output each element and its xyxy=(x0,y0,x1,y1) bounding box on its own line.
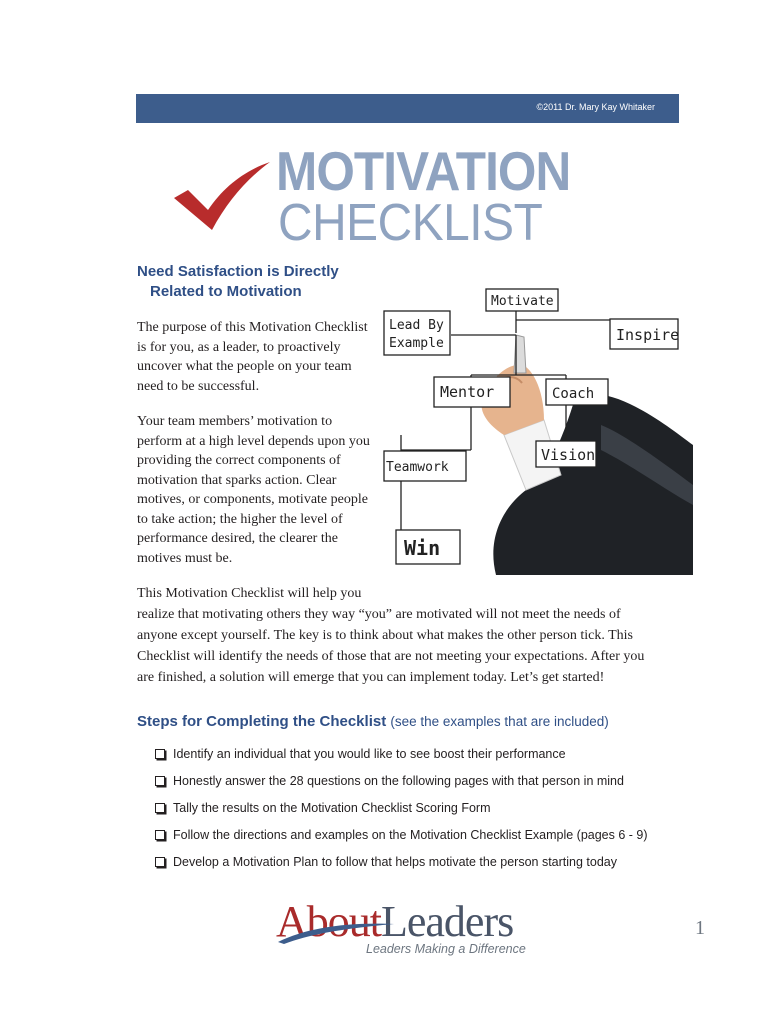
aboutleaders-logo xyxy=(276,897,526,956)
diagram-motivate-label: Motivate xyxy=(491,294,554,309)
steps-heading-title: Steps for Completing the Checklist xyxy=(137,713,387,730)
leadership-diagram-photo xyxy=(376,275,693,575)
diagram-teamwork-label: Teamwork xyxy=(386,460,449,475)
step-text: Develop a Motivation Plan to follow that helps motivate the person starting today xyxy=(173,854,618,869)
logo-leaders-text: Leaders xyxy=(381,897,514,946)
section-subhead xyxy=(137,262,339,302)
list-item xyxy=(155,848,648,875)
header-bar xyxy=(136,94,679,123)
checkbox-icon xyxy=(155,857,165,867)
diagram-inspire-label: Inspire xyxy=(616,326,680,344)
title-motivation: MOTIVATION xyxy=(276,140,571,202)
swoosh-icon xyxy=(276,920,396,944)
steps-heading-note: (see the examples that are included) xyxy=(390,714,609,729)
checkmark-icon xyxy=(172,160,272,232)
paragraph-line: realize that motivating others they way “you” are motivated will not meet the needs of xyxy=(137,607,621,622)
diagram-coach-label: Coach xyxy=(552,386,595,402)
diagram-mentor-label: Mentor xyxy=(440,383,495,401)
checkbox-icon xyxy=(155,830,165,840)
logo-tagline: Leaders Making a Difference xyxy=(366,942,526,956)
paragraph-line: are finished, a solution will emerge that you can implement today. Let’s get started! xyxy=(137,670,605,685)
intro-paragraph-3 xyxy=(137,583,677,688)
diagram-example-label: Example xyxy=(389,336,444,351)
checkbox-icon xyxy=(155,776,165,786)
list-item xyxy=(155,767,648,794)
page-number: 1 xyxy=(695,917,705,939)
list-item xyxy=(155,821,648,848)
paragraph-line: anyone except yourself. The key is to think about what makes the other person tick. This xyxy=(137,628,633,643)
diagram-win-label: Win xyxy=(404,536,441,560)
step-text: Tally the results on the Motivation Checklist Scoring Form xyxy=(173,800,491,815)
checkbox-icon xyxy=(155,803,165,813)
paragraph-line: Checklist will identify the needs of those that are not meeting your expectations. After you xyxy=(137,649,645,664)
step-text: Identify an individual that you would like to see boost their performance xyxy=(173,746,566,761)
paragraph-line: This Motivation Checklist will help you xyxy=(137,586,362,601)
subhead-line-2: Related to Motivation xyxy=(150,283,302,300)
copyright-text: ©2011 Dr. Mary Kay Whitaker xyxy=(536,102,655,112)
steps-list xyxy=(155,740,648,875)
step-text: Follow the directions and examples on the Motivation Checklist Example (pages 6 - 9) xyxy=(173,827,648,842)
intro-paragraph-2: Your team members’ motivation to perform at a high level depends upon you providing the correct components of motivation that sparks action. Clear motives, or components, motivate people to take action; the higher the level of performance desired, the clearer the motives must be. xyxy=(137,414,370,566)
steps-heading xyxy=(137,713,609,730)
diagram-lead-by-label: Lead By xyxy=(389,318,444,333)
subhead-line-1: Need Satisfaction is Directly xyxy=(137,263,339,280)
list-item xyxy=(155,794,648,821)
intro-paragraph-1: The purpose of this Motivation Checklist is for you, as a leader, to proactively uncover what the people on your team need to be successful. xyxy=(137,320,368,394)
logo-about-text: About xyxy=(276,897,381,946)
diagram-vision-label: Vision xyxy=(541,446,596,464)
checkbox-icon xyxy=(155,749,165,759)
list-item xyxy=(155,740,648,767)
title-checklist: CHECKLIST xyxy=(278,194,543,252)
step-text: Honestly answer the 28 questions on the following pages with that person in mind xyxy=(173,773,624,788)
